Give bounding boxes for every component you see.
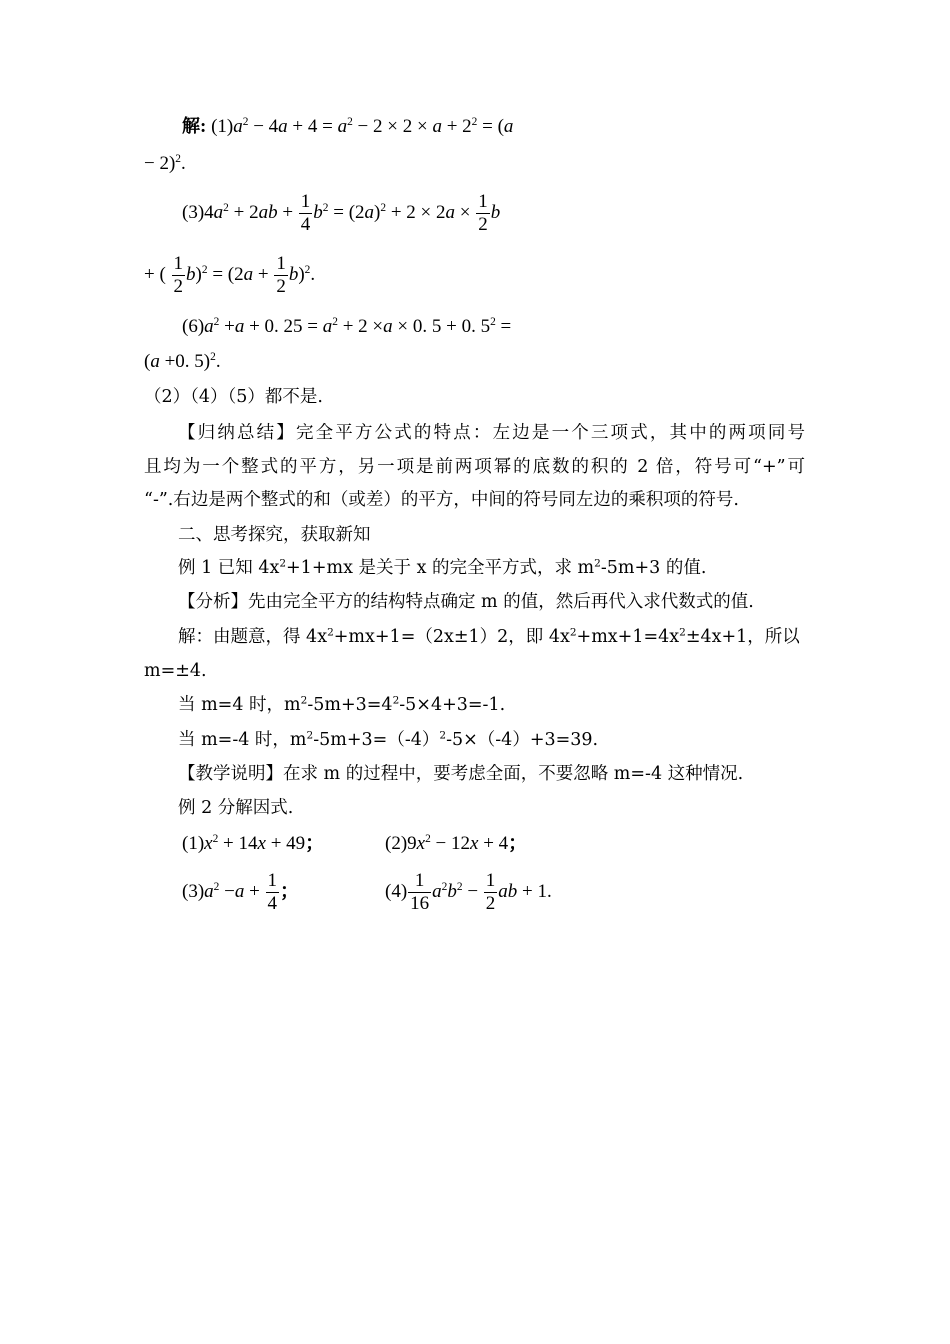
var-a: a	[234, 881, 245, 902]
var-a: a	[233, 116, 243, 137]
fraction-one-half	[274, 253, 288, 298]
numerator: 1	[408, 870, 431, 893]
example-2-problem-2	[385, 832, 527, 856]
var-x: x	[204, 833, 213, 854]
section-heading: 二、思考探究，获取新知	[178, 525, 371, 545]
term: + 4	[483, 833, 509, 854]
fraction-one-sixteenth	[408, 870, 431, 915]
text: 例 1 已知 4x	[178, 558, 280, 578]
period: .	[310, 264, 316, 285]
semicolon: ；	[280, 881, 300, 902]
var-a: a	[204, 881, 214, 902]
part-6-label: (6)	[182, 316, 205, 337]
term: = (	[482, 116, 504, 137]
exp: 2	[456, 881, 463, 894]
term: ×	[459, 202, 471, 223]
var-x: x	[416, 833, 426, 854]
term: +	[224, 316, 235, 337]
exp: 2	[242, 116, 249, 129]
solution-colon: :	[200, 116, 207, 137]
solution-line-2	[144, 152, 186, 176]
var-b: b	[313, 202, 323, 223]
term: × 0. 5 + 0. 5	[397, 316, 491, 337]
exp: 2	[679, 626, 686, 639]
solution-label: 解	[182, 116, 200, 137]
denominator: 4	[267, 893, 278, 915]
term: )	[195, 264, 202, 285]
var-b: b	[186, 264, 196, 285]
term: )	[298, 264, 305, 285]
example-1-case-1	[178, 693, 505, 717]
var-a: a	[322, 316, 333, 337]
var-a: a	[445, 202, 456, 223]
term: +	[282, 202, 294, 223]
denominator: 2	[276, 276, 286, 298]
label: (1)	[182, 833, 205, 854]
term: )	[374, 202, 381, 223]
solution-line-5	[182, 315, 511, 339]
exp: 2	[175, 153, 181, 166]
var-a: a	[337, 116, 348, 137]
example-1-analysis: 【分析】先由完全平方的结构特点确定 m 的值，然后再代入求代数式的值.	[178, 592, 754, 612]
exp: 2	[490, 316, 496, 329]
example-2-problem-3	[182, 869, 299, 915]
exp: 2	[380, 202, 387, 215]
text: -5×4+3=-1.	[399, 695, 506, 715]
term: − 2)	[144, 153, 176, 174]
exp: 2	[306, 729, 314, 742]
exp: 2	[439, 729, 447, 742]
var-b: b	[490, 202, 501, 223]
var-a: a	[204, 316, 214, 337]
exp: 2	[279, 557, 287, 570]
var-b: b	[288, 264, 299, 285]
term: − 4	[253, 116, 279, 137]
period: .	[181, 153, 186, 174]
denominator: 4	[300, 214, 311, 236]
text: 解：由题意，得 4x	[178, 627, 328, 647]
text: -5×（-4）+3=39.	[446, 730, 599, 750]
exp: 2	[201, 264, 208, 277]
numerator: 1	[485, 870, 496, 892]
denominator: 16	[410, 893, 430, 915]
var-a: a	[364, 202, 375, 223]
summary-line-3: “-”.右边是两个整式的和（或差）的平方，中间的符号同左边的乘积项的符号.	[144, 490, 739, 510]
var-a: a	[150, 351, 160, 372]
period: .	[215, 351, 221, 372]
exp: 2	[210, 351, 216, 364]
exp: 2	[322, 202, 329, 215]
exp: 2	[569, 626, 577, 639]
example-1-solution-line-2: m=±4.	[144, 661, 207, 681]
label: (4)	[385, 881, 408, 902]
var-ab: ab	[498, 881, 518, 902]
var-a: a	[503, 116, 514, 137]
var-x: x	[257, 833, 266, 854]
term: + 49	[270, 833, 306, 854]
numerator: 1	[478, 191, 488, 213]
exp: 2	[304, 264, 311, 277]
term: + 2 × 2	[390, 202, 446, 223]
exp: 2	[594, 557, 601, 570]
term: + 1.	[522, 881, 552, 902]
term: (	[144, 351, 151, 372]
teaching-note: 【教学说明】在求 m 的过程中，要考虑全面，不要忽略 m=-4 这种情况.	[178, 764, 744, 784]
label: (2)9	[385, 833, 417, 854]
var-a: a	[432, 881, 442, 902]
fraction-one-half	[476, 191, 490, 236]
denominator: 2	[478, 214, 488, 236]
exp: 2	[212, 833, 219, 846]
example-2-title: 例 2 分解因式.	[178, 798, 294, 818]
label: (3)	[182, 881, 205, 902]
term: + 4 =	[292, 116, 333, 137]
denominator: 2	[173, 276, 184, 298]
text: 当 m=-4 时，m	[178, 730, 307, 750]
exp: 2	[327, 626, 334, 639]
semicolon: ；	[305, 833, 325, 854]
var-a: a	[213, 202, 224, 223]
term: + 2	[233, 202, 259, 223]
var-a: a	[432, 116, 442, 137]
term: + 0. 25 =	[249, 316, 319, 337]
part-1-label: (1)	[211, 116, 234, 137]
var-a: a	[278, 116, 288, 137]
numerator: 1	[276, 253, 286, 275]
term: +	[257, 264, 269, 285]
denominator: 2	[485, 893, 496, 915]
text: +mx+1=4x	[576, 627, 680, 647]
fraction-one-half	[484, 870, 498, 915]
exp: 2	[223, 202, 229, 215]
term: −	[467, 881, 479, 902]
exp: 2	[347, 116, 353, 129]
var-a: a	[383, 316, 393, 337]
var-a: a	[234, 316, 245, 337]
exp: 2	[441, 881, 448, 894]
text: 当 m=4 时，m	[178, 695, 301, 715]
numerator: 1	[173, 253, 184, 275]
fraction-one-fourth	[266, 870, 280, 915]
text: +mx+1=（2x±1）2，即 4x	[333, 627, 570, 647]
example-2-problem-4	[385, 869, 552, 915]
term: = (2	[333, 202, 365, 223]
exp: 2	[392, 694, 400, 707]
var-ab: ab	[258, 202, 278, 223]
term: =	[500, 316, 512, 337]
example-1-solution-line-1	[178, 625, 805, 649]
term: + 2	[446, 116, 472, 137]
exp: 2	[425, 833, 431, 846]
not-perfect-squares: （2）（4）（5）都不是.	[144, 387, 323, 407]
solution-line-3	[182, 190, 500, 236]
solution-line-1	[182, 115, 513, 139]
numerator: 1	[300, 191, 311, 213]
solution-line-4	[144, 252, 315, 298]
var-a: a	[243, 264, 254, 285]
term: −	[224, 881, 235, 902]
exp: 2	[213, 316, 220, 329]
exp: 2	[471, 116, 478, 129]
example-1-case-2	[178, 728, 598, 752]
text: -5m+3=（-4）	[313, 730, 440, 750]
term: + 2 ×	[342, 316, 384, 337]
fraction-one-half	[172, 253, 186, 298]
term: +	[249, 881, 260, 902]
term: +0. 5)	[164, 351, 211, 372]
numerator: 1	[267, 870, 278, 892]
summary-line-1: 【归纳总结】完全平方公式的特点：左边是一个三项式，其中的两项同号	[178, 423, 805, 443]
part-3-label: (3)4	[182, 202, 214, 223]
term: = (2	[212, 264, 244, 285]
fraction-one-fourth	[299, 191, 313, 236]
example-1-question	[178, 556, 706, 580]
term: − 2 × 2 ×	[357, 116, 428, 137]
text: -5m+3 的值.	[600, 558, 707, 578]
text: -5m+3=4	[307, 695, 393, 715]
exp: 2	[332, 316, 338, 329]
summary-line-2: 且均为一个整式的平方，另一项是前两项幂的底数的积的 2 倍，符号可“+”可	[144, 457, 805, 477]
var-x: x	[470, 833, 479, 854]
exp: 2	[213, 881, 220, 894]
semicolon: ；	[508, 833, 528, 854]
term: + (	[144, 264, 166, 285]
text: ±4x+1，所以	[685, 627, 800, 647]
text: +1+mx 是关于 x 的完全平方式，求 m	[286, 558, 595, 578]
term: + 14	[223, 833, 258, 854]
var-b: b	[447, 881, 457, 902]
solution-line-6	[144, 350, 221, 374]
term: − 12	[435, 833, 471, 854]
exp: 2	[300, 694, 308, 707]
example-2-problem-1	[182, 832, 324, 856]
